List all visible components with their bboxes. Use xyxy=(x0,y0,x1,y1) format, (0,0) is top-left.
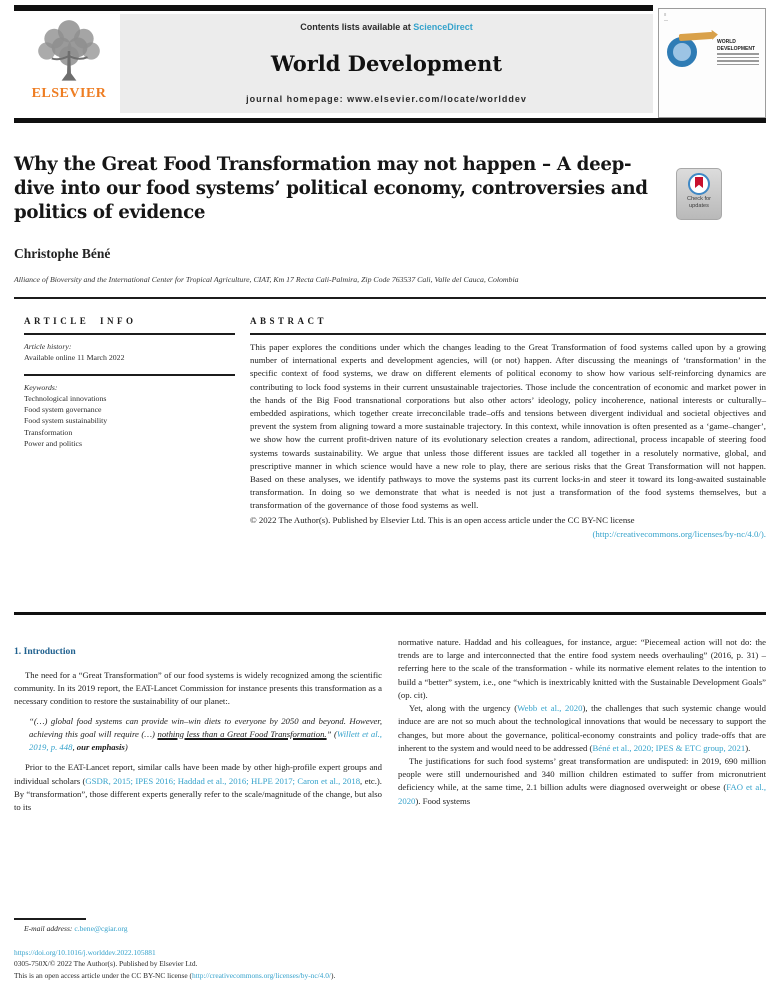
cover-journal-name: WORLD DEVELOPMENT xyxy=(717,39,756,52)
email-footnote[interactable]: E-mail address: c.bene@cgiar.org xyxy=(24,923,128,933)
paragraph: Yet, along with the urgency (Webb et al., 2020), the challenges that such systemic change would induce are are not so much about the technological innovations that would be necessary to support the changes, but more about the governance, political-economy constraints and policy trade-offs that are inherent to the system and would need to be addressed (Béné et al., 2020; IPES & ETC group, 2021). xyxy=(398,703,766,753)
cover-text-lines xyxy=(717,53,759,67)
paragraph: The need for a “Great Transformation” of our food systems is widely recognized among the scientific community. In its 2019 report, the EAT-Lancet Commission for instance presents this transformation as a necessary condition to restore the sustainability of our planet:. xyxy=(14,670,382,707)
cover-minitext: ≡ — xyxy=(664,12,668,22)
keyword: Food system sustainability xyxy=(24,416,108,426)
section-heading-introduction: 1. Introduction xyxy=(14,646,76,657)
rule xyxy=(24,374,235,376)
abstract-column xyxy=(250,316,766,541)
keyword: Technological innovations xyxy=(24,393,107,403)
footnote-rule xyxy=(14,918,86,920)
journal-cover-arrow-icon xyxy=(679,32,713,41)
contents-line: Contents lists available at ScienceDirect xyxy=(300,22,473,32)
elsevier-wordmark: ELSEVIER xyxy=(31,86,107,101)
elsevier-logo xyxy=(20,14,118,116)
author-name: Christophe Béné xyxy=(14,246,111,261)
paragraph: normative nature. Haddad and his colleagues, for instance, argue: “Piecemeal action will not do: the trends are to large and interconnected that the entire food system needs overhauling” (2016, p. 31) –referring here to the scale of the transformation - while its normative element relates to the intention to build a “better” system, i.e., one “which is inextricably knitted with the Sustainable Development Goals” (op. cit). xyxy=(398,637,766,700)
body-columns xyxy=(14,636,766,814)
abstract-copyright: © 2022 The Author(s). Published by Elsevier Ltd. This is an open access article under the CC BY-NC license xyxy=(250,515,635,526)
article-info-heading: ARTICLE INFO xyxy=(24,316,137,326)
top-rule xyxy=(14,5,653,11)
header-rule xyxy=(14,118,766,123)
check-for-updates-label: Check for updates xyxy=(687,196,711,209)
issn-copyright-line: 0305-750X/© 2022 The Author(s). Published by Elsevier Ltd. xyxy=(14,959,198,969)
blockquote: “(…) global food systems can provide win–win diets to everyone by 2050 and beyond. However, achieving this goal will require (…) nothing less than a Great Food Transformation.” (Willett et al., 2019, p. 448, our emphasis) xyxy=(29,715,382,753)
page-footer xyxy=(14,947,754,981)
abstract-bottom-rule xyxy=(14,612,766,615)
article-history-label: Article history: xyxy=(24,342,72,351)
right-column xyxy=(398,636,766,814)
available-online-date: Available online 11 March 2022 xyxy=(24,353,125,363)
page-title: Why the Great Food Transformation may not happen – A deep-dive into our food systems’ political economy, controversies and politics of evidence xyxy=(14,154,648,224)
keyword: Power and politics xyxy=(24,439,83,449)
journal-cover-thumbnail[interactable] xyxy=(658,8,766,118)
abstract-heading: ABSTRACT xyxy=(250,316,328,326)
author-footnote xyxy=(14,918,374,933)
left-column xyxy=(14,636,382,814)
journal-banner xyxy=(120,14,653,113)
abstract-license-link[interactable]: (http://creativecommons.org/licenses/by-nc/4.0/). xyxy=(592,528,766,539)
rule xyxy=(250,333,766,335)
footer-license-line: This is an open access article under the CC BY-NC license (http://creativecommons.org/licenses/by-nc/4.0/). xyxy=(14,970,336,980)
paragraph: Prior to the EAT-Lancet report, similar calls have been made by other high-profile expert groups and individual scholars (GSDR, 2015; IPES 2016; Haddad et al., 2016; HLPE 2017; Caron et al., 2018, etc.). By “transformation”, those different experts generally refer to the scale/magnitude of the change, but also to its xyxy=(14,762,382,812)
crossmark-icon xyxy=(688,173,710,195)
elsevier-tree-icon xyxy=(32,14,106,88)
abstract-text: This paper explores the conditions under which the changes leading to the Great Transformation of food systems called upon by a growing number of international experts and development agencies, will (or not) happen. After discussing the meanings of ‘transformation’ in the specific context of food systems, we draw on different elements of political economy to show how various self-reinforcing dynamics are contributing to lock food systems in their current unsustainable trajectories. Those include the concentration of economic and market power in the hands of the Big Food transnational corporations but also other actors’ ideology, policy incoherence, national interests or culturally–embedded aspirations, which together create irreconcilable trade–offs and tensions between divergent individual and societal objectives and prevent the system from aligning toward a more sustainable trajectory. In this context, while innovation is often presented as a ‘game–changer’, we show how the current profit-driven nature of its evolutionary selection creates a random, adirectional, process incapable of steering food systems towards sustainability. We argue that unless those different issues are tackled all together in a resolutely normative, global, and prescriptive manner in which science would have a new role to play, there are serious risks that the Great Transformation will not happen. Based on these analyses, we identify pathways to move the systems past its current locks-in and steer it toward its long-awaited sustainable transformation. In doing so we demonstrate that what is needed is not just a transformation of the food systems themselves, but a transformation of the governance of those food systems as well. xyxy=(250,342,766,511)
journal-title: World Development xyxy=(270,50,503,76)
doi-link[interactable]: https://doi.org/10.1016/j.worlddev.2022.105881 xyxy=(14,948,156,957)
divider-rule xyxy=(14,297,766,299)
journal-cover-logo-icon xyxy=(667,37,697,67)
author-affiliation: Alliance of Bioversity and the International Center for Tropical Agriculture, CIAT, Km 17 Recta Cali-Palmira, Zip Code 763537 Cali, Valle del Cauca, Colombia xyxy=(14,275,519,284)
article-info-column xyxy=(24,316,235,449)
keywords-label: Keywords: xyxy=(24,382,58,392)
check-for-updates-badge[interactable] xyxy=(676,168,722,220)
keyword: Transformation xyxy=(24,427,73,437)
rule xyxy=(24,333,235,335)
journal-homepage-link[interactable]: journal homepage: www.elsevier.com/locate/worlddev xyxy=(246,94,527,104)
paragraph: The justifications for such food systems’ great transformation are undisputed: in 2019, 690 million people were still undernourished and 340 million children estimated to suffer from micronutrient deficiency while, at the same time, 2.1 billion adults were diagnosed overweight or obese (FAO et al., 2020). Food systems xyxy=(398,755,766,806)
keyword: Food system governance xyxy=(24,405,102,415)
